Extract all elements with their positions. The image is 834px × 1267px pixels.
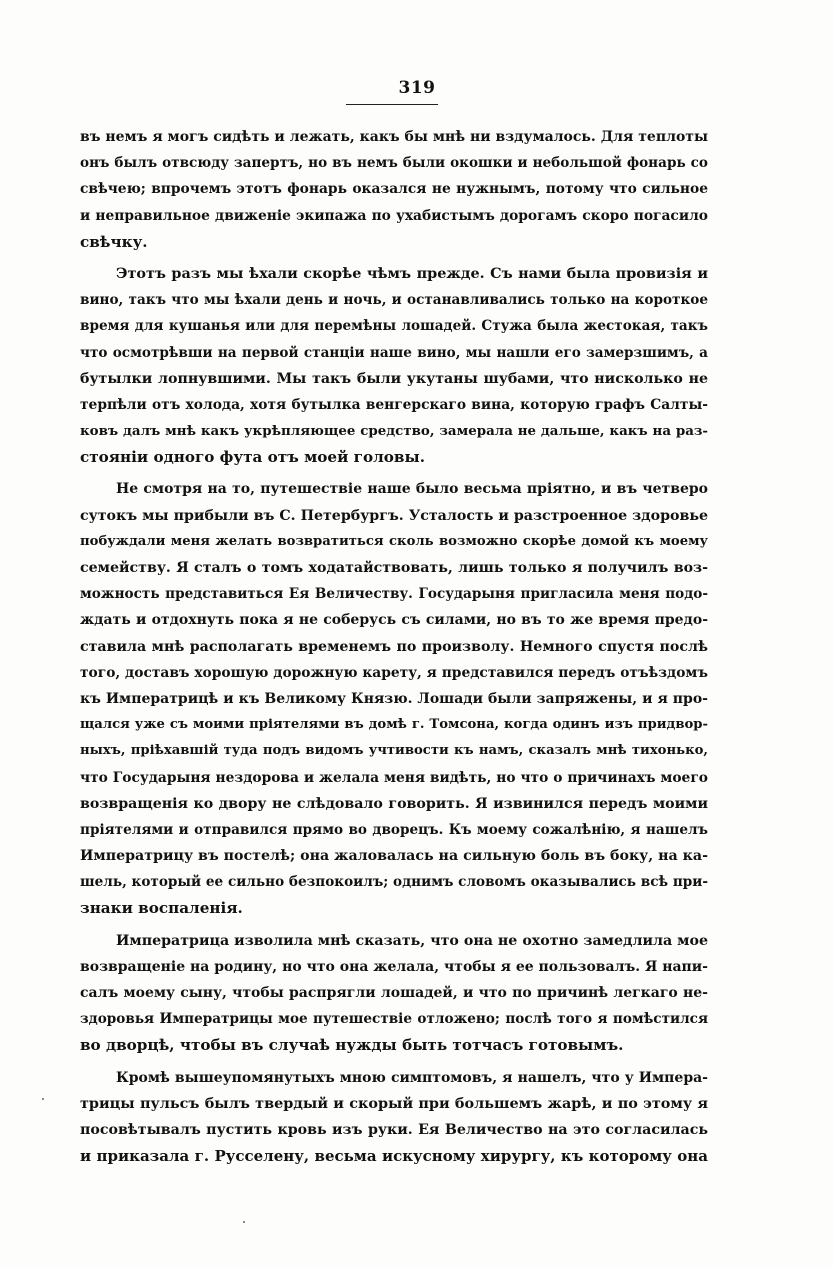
text-line: пріятелями и отправился прямо во дворецъ. Къ моему сожалѣнію, я нашелъ bbox=[80, 821, 708, 838]
text-line: того, доставъ хорошую дорожную карету, я представился передъ отъѣздомъ bbox=[80, 664, 708, 681]
text-line: въ немъ я могъ сидѣть и лежать, какъ бы мнѣ ни вздумалось. Для теплоты bbox=[80, 129, 708, 145]
text-line: Императрицу въ постелѣ; она жаловалась на сильную боль въ боку, на ка- bbox=[80, 848, 708, 865]
text-line: возвращенія ко двору не слѣдовало говорить. Я извинился передъ моими bbox=[80, 795, 708, 812]
text-line: вино, такъ что мы ѣхали день и ночь, и останавливались только на короткое bbox=[80, 292, 708, 309]
text-line: стояніи одного фута отъ моей головы. bbox=[80, 448, 425, 467]
text-line: ждать и отдохнуть пока я не соберусь съ силами, но въ то же время предо- bbox=[80, 612, 708, 629]
text-line: ныхъ, пріѣхавшій туда подъ видомъ учтивости къ намъ, сказалъ мнѣ тихонько, bbox=[80, 743, 708, 759]
text-line: терпѣли отъ холода, хотя бутылка венгерскаго вина, которую графъ Салты- bbox=[80, 396, 708, 413]
text-line: сутокъ мы прибыли въ С. Петербургъ. Усталость и разстроенное здоровье bbox=[80, 507, 708, 524]
text-line: здоровья Императрицы мое путешествіе отложено; послѣ того я помѣстился bbox=[80, 1011, 708, 1028]
text-line: и приказала г. Русселену, весьма искусному хирургу, къ которому она bbox=[80, 1147, 708, 1166]
text-line: и неправильное движеніе экипажа по ухабистымъ дорогамъ скоро погасило bbox=[80, 207, 708, 224]
text-line: ставила мнѣ располагать временемъ по произволу. Немного спустя послѣ bbox=[80, 638, 708, 655]
text-line: трицы пульсъ былъ твердый и скорый при большемъ жарѣ, и по этому я bbox=[80, 1094, 708, 1112]
print-speck bbox=[42, 1098, 44, 1100]
text-line: можность представиться Ея Величеству. Государыня пригласила меня подо- bbox=[80, 586, 708, 603]
text-line: Этотъ разъ мы ѣхали скорѣе чѣмъ прежде. Съ нами была провизія и bbox=[116, 264, 708, 282]
text-line: ковъ далъ мнѣ какъ укрѣпляющее средство, замерала не дальше, какъ на раз- bbox=[80, 423, 708, 440]
page-number: 319 bbox=[398, 78, 436, 98]
text-line: возвращеніе на родину, но что она желала, чтобы я ее пользовалъ. Я напи- bbox=[80, 958, 708, 975]
text-line: бутылки лопнувшими. Мы такъ были укутаны шубами, что нисколько не bbox=[80, 370, 708, 387]
body-text bbox=[80, 124, 708, 1169]
text-line: Императрица изволила мнѣ сказать, что она не охотно замедлила мое bbox=[116, 932, 708, 949]
text-line: Не смотря на то, путешествіе наше было весьма пріятно, и въ четверо bbox=[116, 481, 708, 498]
paragraph bbox=[80, 261, 708, 471]
text-line: что осмотрѣвши на первой станціи наше вино, мы нашли его замерзшимъ, а bbox=[80, 344, 708, 361]
paragraph bbox=[80, 124, 708, 255]
text-line: семейству. Я сталъ о томъ ходатайствовать, лишь только я получилъ воз- bbox=[80, 560, 708, 576]
paragraph bbox=[80, 1065, 708, 1170]
text-line: свѣчку. bbox=[80, 232, 148, 251]
paragraph bbox=[80, 476, 708, 921]
text-line: побуждали меня желать возвратиться сколь возможно скорѣе домой къ моему bbox=[80, 533, 708, 549]
text-line: къ Императрицѣ и къ Великому Князю. Лошади были запряжены, и я про- bbox=[80, 690, 708, 707]
text-line: время для кушанья или для перемѣны лошадей. Стужа была жестокая, такъ bbox=[80, 318, 708, 335]
text-line: свѣчею; впрочемъ этотъ фонарь оказался не нужнымъ, потому что сильное bbox=[80, 181, 708, 198]
text-line: салъ моему сыну, чтобы распрягли лошадей, и что по причинѣ легкаго не- bbox=[80, 985, 708, 1001]
text-line: знаки воспаленія. bbox=[80, 899, 243, 918]
text-line: во дворцѣ, чтобы въ случаѣ нужды быть тотчасъ готовымъ. bbox=[80, 1036, 624, 1055]
text-line: что Государыня нездорова и желала меня видѣть, но что о причинахъ моего bbox=[80, 769, 708, 786]
text-line: посовѣтывалъ пустить кровь изъ руки. Ея Величество на это согласилась bbox=[80, 1121, 708, 1138]
paragraph bbox=[80, 928, 708, 1059]
text-line: онъ былъ отвсюду запертъ, но въ немъ были окошки и небольшой фонарь со bbox=[80, 155, 708, 172]
text-line: шель, который ее сильно безпокоилъ; однимъ словомъ оказывались всѣ при- bbox=[80, 874, 708, 891]
text-line: Кромѣ вышеупомянутыхъ мною симптомовъ, я нашелъ, что у Импера- bbox=[116, 1069, 708, 1086]
header-rule bbox=[346, 104, 438, 105]
print-speck bbox=[243, 1221, 245, 1223]
text-line: щался уже съ моими пріятелями въ домѣ г. Томсона, когда одинъ изъ придвор- bbox=[80, 717, 708, 733]
